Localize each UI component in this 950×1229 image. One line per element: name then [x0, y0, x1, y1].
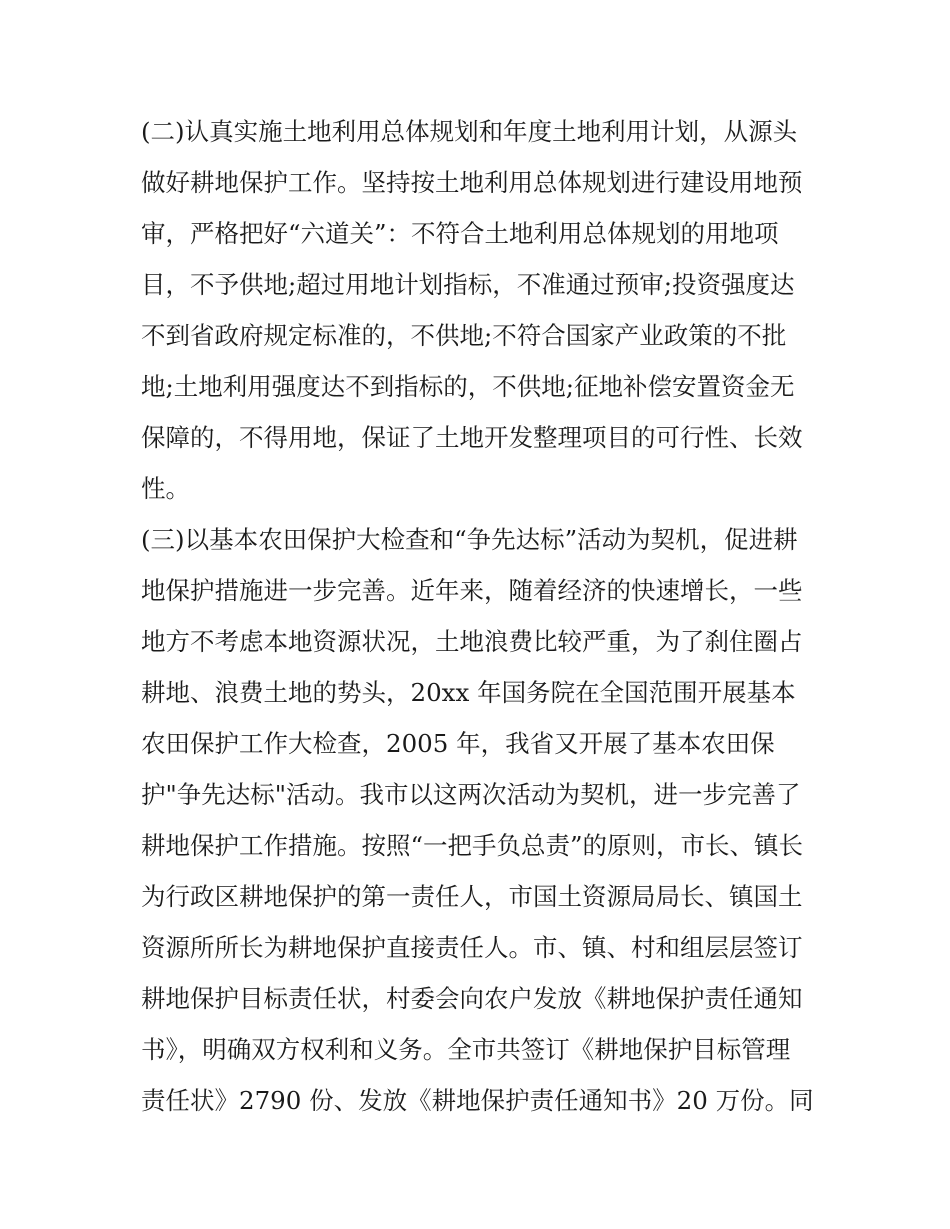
text-line: 做好耕地保护工作。坚持按土地利用总体规划进行建设用地预: [141, 168, 803, 197]
text-line: 地;土地利用强度达不到指标的，不供地;征地补偿安置资金无: [141, 372, 795, 401]
text-line: (三)以基本农田保护大检查和“争先达标”活动为契机，促进耕: [141, 525, 798, 554]
text-line: 审，严格把好“六道关”：不符合土地利用总体规划的用地项: [141, 219, 779, 248]
text-line: 耕地保护工作措施。按照“一把手负总责”的原则，市长、镇长: [141, 831, 804, 860]
text-line: 护"争先达标"活动。我市以这两次活动为契机，进一步完善了: [141, 780, 801, 809]
text-line: 性。: [141, 474, 190, 503]
text-line: 书》，明确双方权利和义务。全市共签订《耕地保护目标管理: [141, 1035, 791, 1064]
body-text: [141, 106, 817, 1126]
text-line: 为行政区耕地保护的第一责任人，市国土资源局局长、镇国土: [141, 882, 803, 911]
text-line: 农田保护工作大检查，2005 年，我省又开展了基本农田保: [141, 729, 775, 758]
text-line: 保障的，不得用地，保证了土地开发整理项目的可行性、长效: [141, 423, 803, 452]
text-line: 地方不考虑本地资源状况，土地浪费比较严重，为了刹住圈占: [141, 627, 803, 656]
text-line: 耕地保护目标责任状，村委会向农户发放《耕地保护责任通知: [141, 984, 803, 1013]
text-line: 不到省政府规定标准的，不供地;不符合国家产业政策的不批: [141, 321, 787, 350]
text-line: 责任状》2790 份、发放《耕地保护责任通知书》20 万份。同: [141, 1086, 814, 1115]
text-line: 资源所所长为耕地保护直接责任人。市、镇、村和组层层签订: [141, 933, 803, 962]
text-line: 地保护措施进一步完善。近年来，随着经济的快速增长，一些: [141, 576, 803, 605]
text-line: 目，不予供地;超过用地计划指标，不准通过预审;投资强度达: [141, 270, 795, 299]
text-line: (二)认真实施土地利用总体规划和年度土地利用计划，从源头: [141, 117, 798, 146]
text-line: 耕地、浪费土地的势头，20xx 年国务院在全国范围开展基本: [141, 678, 796, 707]
